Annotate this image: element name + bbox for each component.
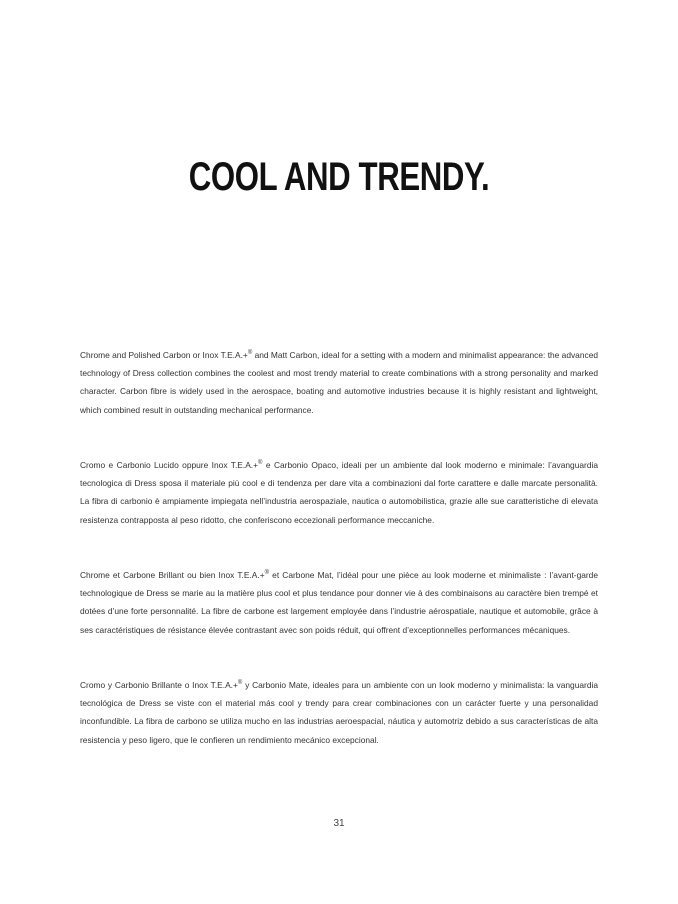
paragraph-french: [80, 566, 598, 639]
paragraph-text-rest: and Matt Carbon, ideal for a setting with a modern and minimalist appearance: the advanced technology of Dress collection combines the coolest and most trendy material to create combinations with a strong personality and marked character. Carbon fibre is widely used in the aerospace, boating and automotive industries because it is highly resistant and lightweight, which combined result in outstanding mechanical performance.: [80, 350, 599, 415]
registered-mark: ®: [264, 570, 270, 577]
page-title: COOL AND TRENDY.: [188, 155, 490, 199]
paragraph-text-start: Chrome et Carbone Brillant ou bien Inox T.E.A.+: [80, 570, 265, 580]
paragraph-text-start: Chrome and Polished Carbon or Inox T.E.A.+: [80, 350, 248, 360]
paragraph-spanish: [80, 676, 598, 749]
registered-mark: ®: [258, 460, 263, 467]
paragraph-text-start: Cromo y Carbonio Brillante o Inox T.E.A.+: [80, 680, 238, 690]
paragraph-italian: [80, 456, 598, 529]
paragraph-text-rest: e Carbonio Opaco, ideali per un ambiente dal look moderno e minimale: l’avanguardia tecnologica di Dress sposa il materiale più cool e di tendenza per dare vita a combinazioni dal forte carattere e dalle marcate personalità. La fibra di carbonio è ampiamente impiegata nell’industria aerospaziale, nautica o automobilistica, grazie alle sue caratteristiche di elevata resistenza contrapposta al peso ridotto, che conferiscono eccezionali performance meccaniche.: [80, 460, 598, 525]
paragraph-text-rest: y Carbonio Mate, ideales para un ambiente con un look moderno y minimalista: la vanguardia tecnológica de Dress se viste con el material más cool y trendy para crear combinaciones con un carácter fuerte y una personalidad inconfundible. La fibra de carbono se utiliza mucho en las industrias aeroespacial, náutica y automotriz debido a sus características de alta resistencia y peso ligero, que le confieren un rendimiento mecánico excepcional.: [80, 680, 598, 745]
paragraph-text-rest: et Carbone Mat, l’idéal pour une pièce au look moderne et minimaliste : l’avant-garde technologique de Dress se marie au la matière plus cool et plus tendance pour donner vie à des combinaisons au caractère bien trempé et dotées d’une forte personnalité. La fibre de carbone est largement employée dans l’industrie aérospatiale, nautique et automobile, grâce à ses caractéristiques de résistance élevée contrastant avec son poids réduit, qui offrent d’exceptionnelles performances mécaniques.: [80, 570, 598, 635]
paragraph-text-start: Cromo e Carbonio Lucido oppure Inox T.E.A.+: [80, 460, 259, 470]
page-number: 31: [333, 818, 345, 829]
registered-mark: ®: [237, 680, 243, 687]
paragraph-english: [80, 346, 598, 419]
registered-mark: ®: [247, 350, 253, 357]
